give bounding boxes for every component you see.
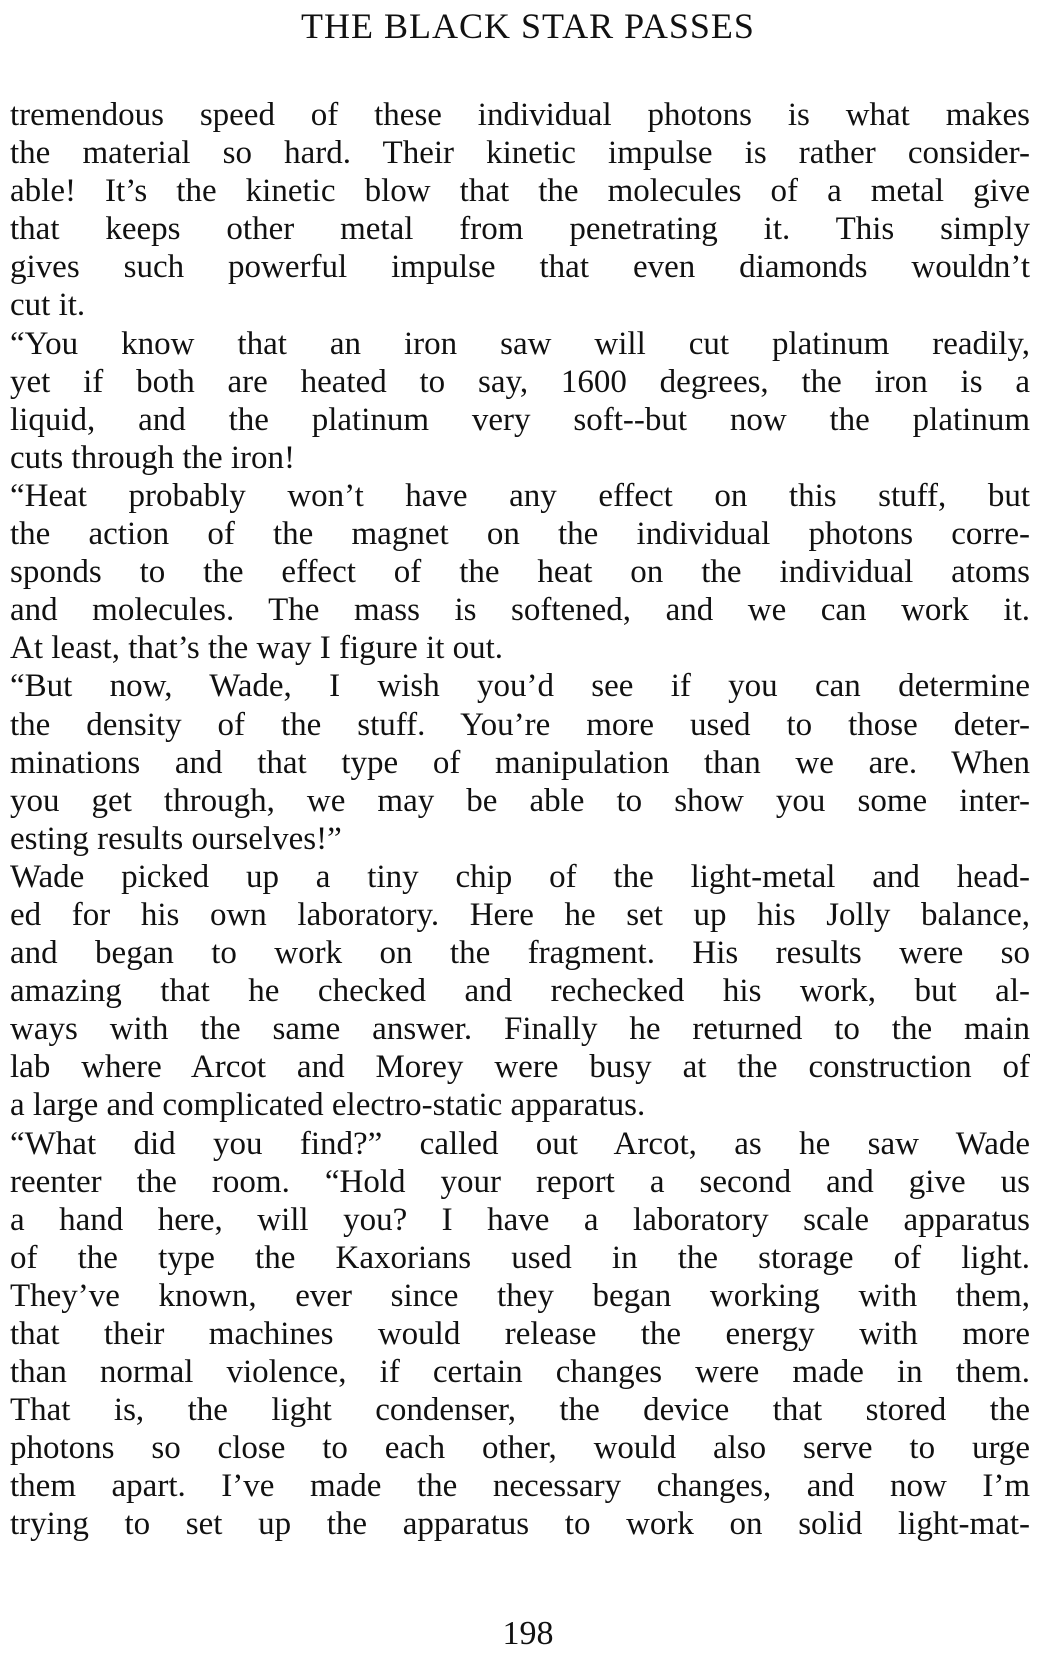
text-line: ways with the same answer. Finally he returned to the main (10, 1011, 1030, 1048)
running-title: THE BLACK STAR PASSES (301, 6, 755, 46)
text-line: photons so close to each other, would also serve to urge (10, 1430, 1030, 1467)
text-line: At least, that’s the way I figure it out. (10, 630, 504, 667)
text-line: that keeps other metal from penetrating it. This simply (10, 211, 1030, 248)
text-line: than normal violence, if certain changes were made in them. (10, 1354, 1030, 1391)
text-line: a large and complicated electro-static apparatus. (10, 1087, 646, 1124)
text-line: that their machines would release the energy with more (10, 1316, 1030, 1352)
text-line: them apart. I’ve made the necessary changes, and now I’m (10, 1468, 1030, 1505)
text-line: reenter the room. “Hold your report a second and give us (10, 1163, 1030, 1200)
text-line: lab where Arcot and Morey were busy at the construction of (10, 1049, 1030, 1086)
text-line: you get through, we may be able to show you some inter- (10, 782, 1030, 819)
text-line: cut it. (10, 287, 86, 324)
text-line: ed for his own laboratory. Here he set up his Jolly balance, (10, 896, 1030, 933)
text-line: amazing that he checked and rechecked his work, but al- (10, 973, 1030, 1010)
text-line: cuts through the iron! (10, 439, 296, 476)
text-line: the density of the stuff. You’re more used to those deter- (10, 706, 1030, 743)
text-line: liquid, and the platinum very soft--but now the platinum (10, 401, 1030, 438)
text-line: They’ve known, ever since they began working with them, (10, 1277, 1030, 1314)
page-number: 198 (502, 1615, 554, 1652)
text-line: the action of the magnet on the individual photons corre- (10, 516, 1030, 553)
text-line: That is, the light condenser, the device that stored the (10, 1392, 1030, 1429)
text-line: “What did you find?” called out Arcot, as he saw Wade (10, 1125, 1030, 1162)
text-line: yet if both are heated to say, 1600 degrees, the iron is a (10, 363, 1030, 400)
text-line: esting results ourselves!” (10, 820, 342, 857)
text-line: a hand here, will you? I have a laboratory scale apparatus (10, 1201, 1030, 1238)
text-line: Wade picked up a tiny chip of the light-metal and head- (10, 858, 1030, 895)
text-line: able! It’s the kinetic blow that the molecules of a metal give (10, 173, 1030, 210)
text-line: “Heat probably won’t have any effect on this stuff, but (10, 477, 1030, 514)
text-line: the material so hard. Their kinetic impulse is rather consider- (10, 135, 1030, 172)
text-line: trying to set up the apparatus to work on solid light-mat- (10, 1506, 1030, 1543)
text-line: gives such powerful impulse that even diamonds wouldn’t (10, 249, 1030, 286)
text-line: sponds to the effect of the heat on the individual atoms (10, 554, 1030, 591)
text-line: and began to work on the fragment. His results were so (10, 935, 1030, 972)
text-line: “You know that an iron saw will cut platinum readily, (10, 325, 1030, 362)
text-line: of the type the Kaxorians used in the storage of light. (10, 1239, 1030, 1276)
text-line: minations and that type of manipulation than we are. When (10, 744, 1030, 781)
text-line: tremendous speed of these individual photons is what makes (10, 97, 1030, 133)
text-line: and molecules. The mass is softened, and we can work it. (10, 592, 1030, 629)
text-line: “But now, Wade, I wish you’d see if you can determine (10, 668, 1030, 705)
body-text (10, 96, 1030, 1544)
